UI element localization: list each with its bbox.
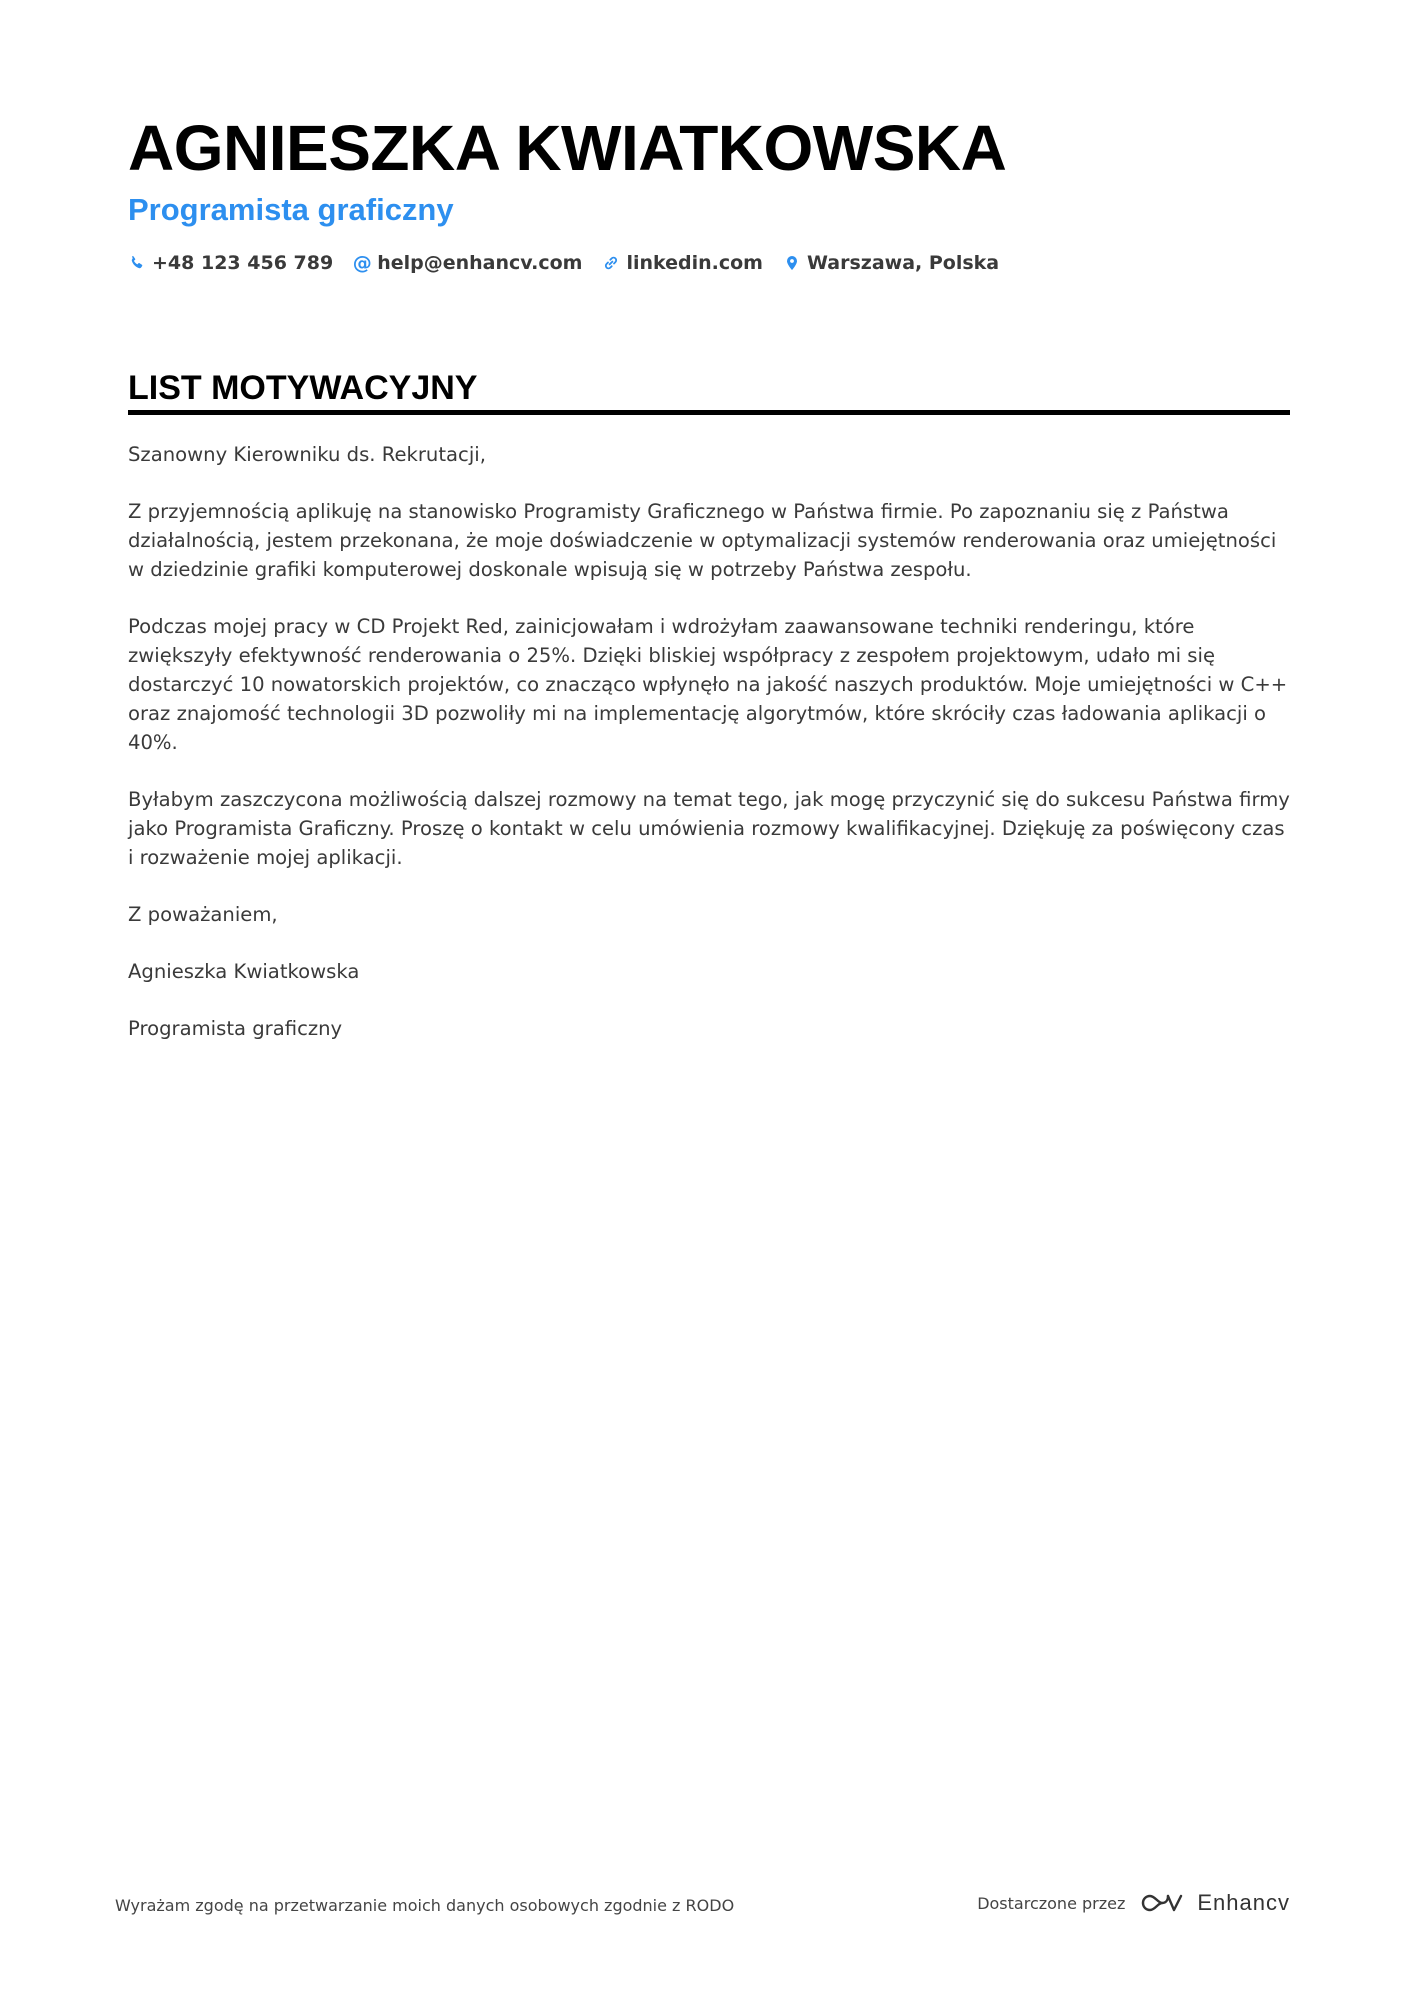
contact-phone[interactable] — [128, 252, 333, 274]
gdpr-consent: Wyrażam zgodę na przetwarzanie moich danych osobowych zgodnie z RODO — [115, 1896, 735, 1915]
candidate-title: Programista graficzny — [128, 192, 454, 227]
letter-body — [128, 440, 1290, 1071]
contact-location-text: Warszawa, Polska — [806, 252, 1000, 274]
section-title: LIST MOTYWACYJNY — [128, 369, 478, 407]
contact-email-text: help@enhancv.com — [377, 252, 583, 274]
candidate-name: AGNIESZKA KWIATKOWSKA — [128, 112, 1007, 184]
contact-bar — [128, 252, 1019, 274]
letter-paragraph-3: Byłabym zaszczycona możliwością dalszej rozmowy na temat tego, jak mogę przyczynić się do sukcesu Państwa firmy jako Programista Graficzny. Proszę o kontakt w celu umówienia rozmowy kwalifikacyjnej. Dziękuję za poświęcony czas i rozważenie mojej aplikacji. — [128, 788, 1290, 869]
phone-icon — [128, 254, 146, 272]
powered-by-label: Dostarczone przez — [977, 1893, 1126, 1913]
link-icon — [602, 254, 620, 272]
location-pin-icon — [783, 254, 801, 272]
contact-linkedin-text: linkedin.com — [626, 252, 763, 274]
contact-phone-text: +48 123 456 789 — [152, 252, 334, 274]
letter-paragraph-1: Z przyjemnością aplikuję na stanowisko Programisty Graficznego w Państwa firmie. Po zapoznaniu się z Państwa działalnością, jestem przekonana, że moje doświadczenie w optymalizacji systemów renderowania oraz umiejętności w dziedzinie grafiki komputerowej doskonale wpisują się w potrzeby Państwa zespołu. — [128, 500, 1277, 581]
section-divider — [128, 410, 1290, 415]
enhancv-brand-text: Enhancv — [1197, 1890, 1290, 1915]
letter-closing: Z poważaniem, — [128, 903, 278, 926]
at-icon: @ — [352, 252, 372, 274]
signature-title: Programista graficzny — [128, 1017, 343, 1040]
contact-linkedin[interactable] — [602, 252, 763, 274]
enhancv-logo-icon — [1139, 1891, 1185, 1915]
signature-name: Agnieszka Kwiatkowska — [128, 960, 360, 983]
letter-paragraph-2: Podczas mojej pracy w CD Projekt Red, zainicjowałam i wdrożyłam zaawansowane techniki renderingu, które zwiększyły efektywność renderowania o 25%. Dzięki bliskiej współpracy z zespołem projektowym, udało mi się dostarczyć 10 nowatorskich projektów, co znacząco wpłynęło na jakość naszych produktów. Moje umiejętności w C++ oraz znajomość technologii 3D pozwoliły mi na implementację algorytmów, które skróciły czas ładowania aplikacji o 40%. — [128, 615, 1288, 754]
powered-by[interactable] — [977, 1890, 1290, 1916]
contact-location — [783, 252, 999, 274]
letter-greeting: Szanowny Kierowniku ds. Rekrutacji, — [128, 443, 486, 466]
contact-email[interactable] — [353, 252, 582, 274]
